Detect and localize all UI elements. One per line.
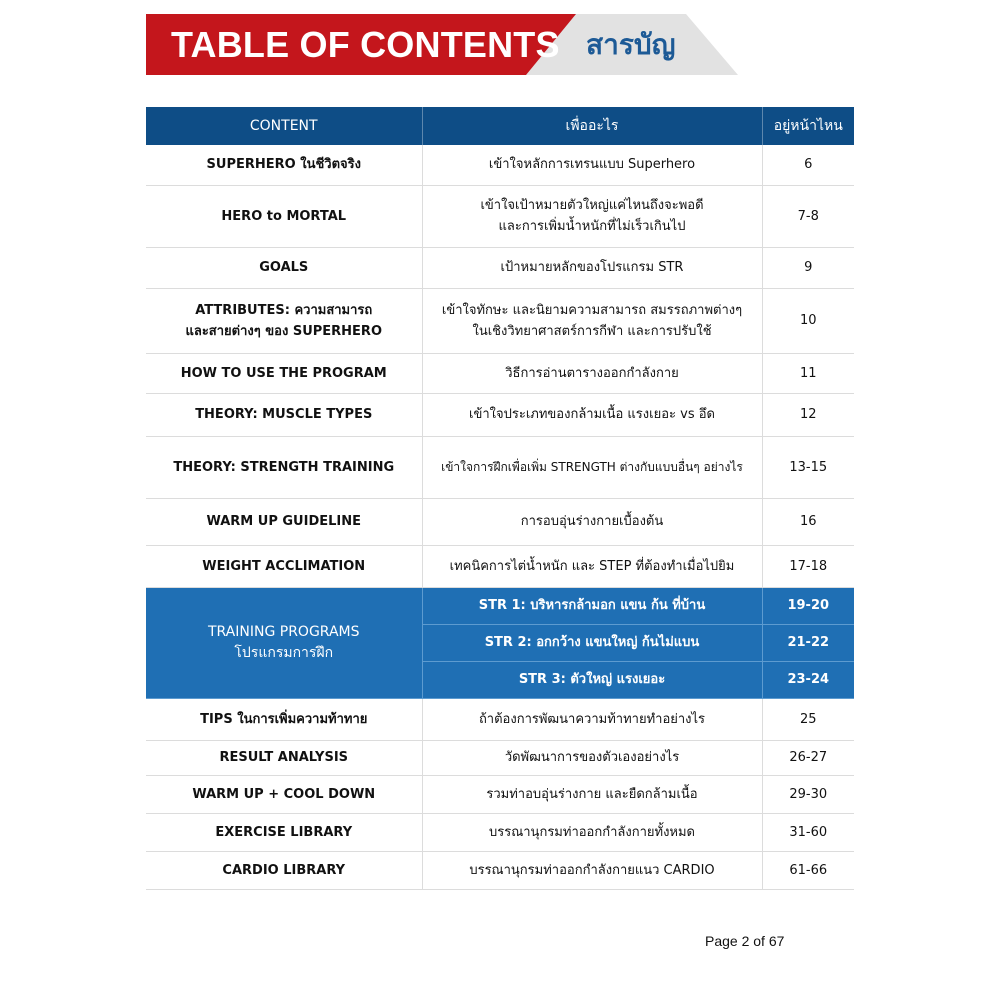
row-page: 10 — [762, 288, 854, 353]
row-content — [146, 775, 422, 813]
table-row[interactable] — [146, 185, 854, 247]
programs-content — [146, 587, 422, 698]
row-content — [146, 185, 422, 247]
row-content-line: และสายต่างๆ ของ SUPERHERO — [185, 323, 382, 339]
row-page: 29-30 — [762, 775, 854, 813]
row-purpose — [422, 353, 762, 393]
row-purpose-line: รวมท่าอบอุ่นร่างกาย และยืดกล้ามเนื้อ — [486, 786, 698, 802]
row-purpose — [422, 145, 762, 185]
table-row[interactable] — [146, 851, 854, 889]
row-purpose — [422, 393, 762, 436]
row-purpose-line: เข้าใจหลักการเทรนแบบ Superhero — [488, 157, 696, 173]
row-page: 26-27 — [762, 740, 854, 775]
row-purpose-line: เป้าหมายหลักของโปรแกรม STR — [500, 260, 684, 275]
row-content-line: TIPS ในการเพิ่มความท้าทาย — [200, 711, 368, 727]
program-row[interactable] — [146, 587, 854, 624]
table-header-row — [146, 107, 854, 145]
row-purpose — [422, 436, 762, 498]
row-purpose — [422, 698, 762, 740]
row-content-line: THEORY: STRENGTH TRAINING — [173, 459, 395, 475]
row-purpose-line: วัดพัฒนาการของตัวเองอย่างไร — [504, 750, 680, 765]
table-row[interactable] — [146, 288, 854, 353]
table-row[interactable] — [146, 740, 854, 775]
row-content-line: GOALS — [259, 260, 309, 275]
row-purpose — [422, 545, 762, 587]
row-page: 16 — [762, 498, 854, 545]
row-content — [146, 498, 422, 545]
row-content-line: SUPERHERO ในชีวิตจริง — [206, 157, 361, 173]
header-content: CONTENT — [146, 107, 422, 145]
programs-content-line: TRAINING PROGRAMS — [207, 623, 360, 640]
row-purpose — [422, 740, 762, 775]
row-purpose — [422, 851, 762, 889]
table-row[interactable] — [146, 145, 854, 185]
row-content — [146, 145, 422, 185]
program-purpose: STR 2: อกกว้าง แขนใหญ่ ก้นไม่แบน — [422, 624, 762, 661]
table-row[interactable] — [146, 353, 854, 393]
row-page: 13-15 — [762, 436, 854, 498]
row-content — [146, 740, 422, 775]
row-purpose-line: และการเพิ่มน้ำหนักที่ไม่เร็วเกินไป — [498, 219, 686, 234]
table-row[interactable] — [146, 498, 854, 545]
row-content — [146, 545, 422, 587]
row-page: 7-8 — [762, 185, 854, 247]
program-purpose: STR 1: บริหารกล้ามอก แขน ก้น ที่บ้าน — [422, 587, 762, 624]
program-purpose: STR 3: ตัวใหญ่ แรงเยอะ — [422, 661, 762, 698]
row-page: 6 — [762, 145, 854, 185]
page-number: Page 2 of 67 — [705, 933, 785, 949]
row-content-line: EXERCISE LIBRARY — [215, 824, 353, 840]
row-purpose-line: เข้าใจประเภทของกล้ามเนื้อ แรงเยอะ vs อึด — [469, 407, 715, 422]
program-page: 23-24 — [762, 661, 854, 698]
row-content-line: WEIGHT ACCLIMATION — [202, 558, 366, 574]
row-purpose — [422, 775, 762, 813]
title-banner — [146, 14, 738, 75]
row-content — [146, 851, 422, 889]
programs-content-line: โปรแกรมการฝึก — [234, 644, 334, 661]
table-row[interactable] — [146, 698, 854, 740]
row-page: 11 — [762, 353, 854, 393]
row-purpose-line: ถ้าต้องการพัฒนาความท้าทายทำอย่างไร — [478, 711, 706, 727]
row-content — [146, 353, 422, 393]
row-content — [146, 393, 422, 436]
row-purpose-line: การอบอุ่นร่างกายเบื้องต้น — [520, 514, 664, 529]
row-content — [146, 247, 422, 288]
row-purpose-line: บรรณานุกรมท่าออกกำลังกายแนว CARDIO — [469, 862, 715, 878]
row-purpose-line: เทคนิคการไต่น้ำหนัก และ STEP ที่ต้องทำเมื่อไปยิม — [449, 558, 735, 574]
program-page: 21-22 — [762, 624, 854, 661]
row-content — [146, 288, 422, 353]
program-page: 19-20 — [762, 587, 854, 624]
row-page: 12 — [762, 393, 854, 436]
row-purpose-line: วิธีการอ่านตารางออกกำลังกาย — [505, 365, 679, 381]
row-page: 25 — [762, 698, 854, 740]
table-row[interactable] — [146, 393, 854, 436]
row-page: 17-18 — [762, 545, 854, 587]
row-purpose — [422, 813, 762, 851]
row-content — [146, 698, 422, 740]
header-purpose: เพื่ออะไร — [422, 107, 762, 145]
page-title: TABLE OF CONTENTS — [171, 24, 560, 65]
row-content-line: CARDIO LIBRARY — [222, 862, 346, 878]
row-purpose-line: ในเชิงวิทยาศาสตร์การกีฬา และการปรับใช้ — [472, 323, 712, 339]
table-row[interactable] — [146, 775, 854, 813]
row-purpose-line: เข้าใจทักษะ และนิยามความสามารถ สมรรถภาพต่างๆ — [441, 302, 743, 318]
row-content — [146, 436, 422, 498]
row-purpose — [422, 498, 762, 545]
contents-table — [146, 107, 854, 890]
row-content-line: RESULT ANALYSIS — [219, 750, 349, 765]
row-content-line: WARM UP GUIDELINE — [206, 514, 361, 529]
row-content-line: HERO to MORTAL — [221, 208, 347, 224]
row-page: 31-60 — [762, 813, 854, 851]
page-title-thai: สารบัญ — [586, 28, 676, 61]
row-purpose — [422, 185, 762, 247]
row-content-line: WARM UP + COOL DOWN — [192, 786, 376, 802]
row-purpose-line: เข้าใจเป้าหมายตัวใหญ่แค่ไหนถึงจะพอดี — [480, 198, 704, 213]
row-content — [146, 813, 422, 851]
row-purpose — [422, 247, 762, 288]
table-row[interactable] — [146, 247, 854, 288]
row-page: 9 — [762, 247, 854, 288]
table-row[interactable] — [146, 436, 854, 498]
row-purpose-line: บรรณานุกรมท่าออกกำลังกายทั้งหมด — [488, 824, 695, 840]
row-content-line: HOW TO USE THE PROGRAM — [180, 365, 387, 381]
table-row[interactable] — [146, 813, 854, 851]
row-content-line: THEORY: MUSCLE TYPES — [195, 407, 373, 422]
row-content-line: ATTRIBUTES: ความสามารถ — [195, 302, 373, 318]
row-purpose-line: เข้าใจการฝึกเพื่อเพิ่ม STRENGTH ต่างกับแบบอื่นๆ อย่างไร — [441, 459, 743, 474]
row-page: 61-66 — [762, 851, 854, 889]
table-row[interactable] — [146, 545, 854, 587]
row-purpose — [422, 288, 762, 353]
header-page: อยู่หน้าไหน — [762, 107, 854, 145]
